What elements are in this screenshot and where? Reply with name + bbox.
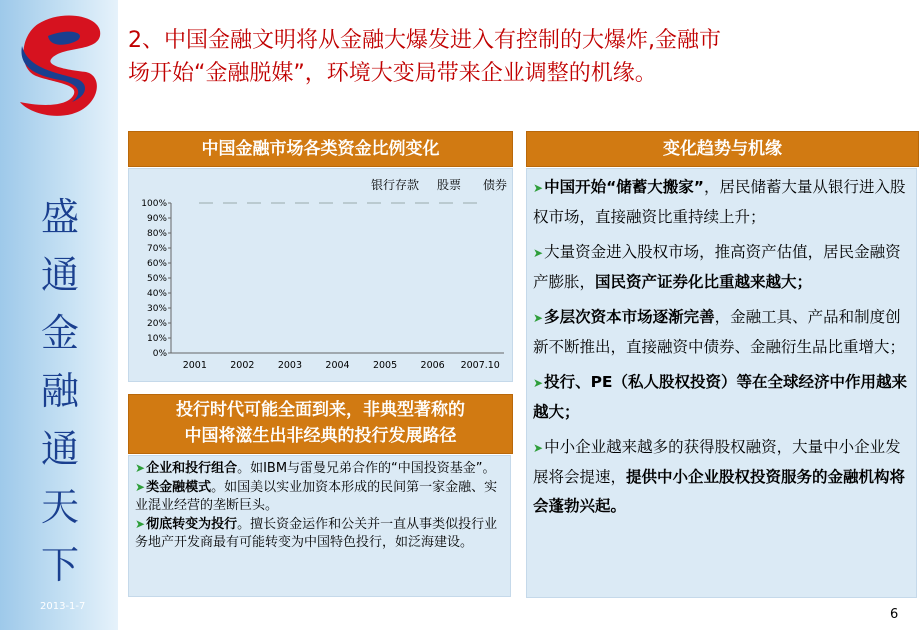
list-item (533, 433, 910, 521)
y-tick-label: 40% (146, 289, 167, 299)
ib-header-line: 中国将滋生出非经典的投行发展路径 (184, 426, 457, 446)
list-item (135, 515, 504, 552)
item-text: 大量资金进入股权市场，推高资产估值，居民金融资产膨胀， (533, 243, 901, 291)
motto-char: 天 (40, 485, 79, 529)
legend-entry: 银行存款 (371, 178, 420, 192)
arrow-bullet-icon: ➤ (135, 461, 146, 475)
item-bold: 提供中小企业股权投资服务的金融机构将会蓬勃兴起。 (533, 468, 906, 515)
x-tick-label: 2001 (182, 360, 207, 371)
list-item (533, 368, 910, 427)
legend-entry: 股票 (437, 178, 462, 192)
x-tick-label: 2007.10 (460, 360, 500, 371)
y-tick-label: 70% (146, 244, 167, 254)
y-tick-label: 50% (146, 274, 167, 284)
x-tick-label: 2005 (372, 360, 398, 371)
legend-entry: 债券 (483, 178, 508, 192)
y-tick-label: 100% (141, 199, 167, 209)
arrow-bullet-icon: ➤ (533, 311, 544, 325)
item-text: 中小企业越来越多的获得股权融资，大量中小企业发展将会提速， (533, 438, 901, 486)
arrow-bullet-icon: ➤ (533, 181, 544, 195)
arrow-bullet-icon: ➤ (533, 376, 544, 390)
arrow-bullet-icon: ➤ (135, 517, 146, 531)
item-bold: 彻底转变为投行 (146, 517, 238, 532)
left-sidebar (0, 0, 118, 630)
y-tick-label: 0% (152, 349, 167, 359)
ib-header-line: 投行时代可能全面到来，非典型著称的 (176, 400, 465, 420)
fund-ratio-chart (128, 168, 513, 382)
trend-list (526, 168, 917, 598)
slide-title (128, 24, 918, 90)
motto-char: 融 (40, 369, 79, 413)
plot-area (171, 203, 504, 353)
item-text: 。擅长资金运作和公关并一直从事类似投行业务地产开发商最有可能转变为中国特色投行，如泛海建设。 (135, 517, 498, 550)
item-bold: 类金融模式 (146, 480, 212, 495)
title-line: 2、中国金融文明将从金融大爆发进入有控制的大爆炸,金融市 (128, 28, 721, 53)
chart-header: 中国金融市场各类资金比例变化 (128, 131, 513, 167)
y-tick-label: 90% (146, 214, 167, 224)
bank-logo (8, 6, 112, 126)
page-number: 6 (890, 607, 899, 622)
list-item (533, 238, 910, 297)
x-tick-label: 2004 (325, 360, 350, 371)
item-text: 。如国美以实业加资本形成的民间第一家金融、实业混业经营的垄断巨头。 (135, 480, 498, 513)
slide-date: 2013-1-7 (40, 601, 86, 612)
x-tick-label: 2002 (230, 360, 255, 371)
x-tick-label: 2003 (277, 360, 303, 371)
motto-char: 下 (40, 543, 79, 587)
item-bold: 中国开始“储蓄大搬家” (544, 178, 704, 196)
ib-path-list (128, 455, 511, 597)
y-tick-label: 20% (146, 319, 167, 329)
item-bold: 投行、PE（私人股权投资）等在全球经济中作用越来越大； (533, 373, 908, 421)
arrow-bullet-icon: ➤ (533, 246, 544, 260)
list-item (135, 478, 504, 515)
motto-char: 通 (40, 253, 79, 297)
ib-era-header (128, 394, 513, 454)
y-tick-label: 10% (146, 334, 167, 344)
item-text: ，居民储蓄大量从银行进入股权市场，直接融资比重持续上升； (533, 178, 906, 226)
y-tick-label: 60% (146, 259, 167, 269)
item-text: ，金融工具、产品和制度创新不断推出，直接融资中债券、金融衍生品比重增大； (533, 308, 906, 356)
motto-char: 盛 (40, 195, 79, 239)
item-bold: 国民资产证券化比重越来越大； (595, 273, 813, 291)
item-bold: 企业和投行组合 (146, 461, 238, 476)
arrow-bullet-icon: ➤ (533, 441, 544, 455)
x-tick-label: 2006 (420, 360, 445, 371)
list-item (135, 459, 504, 478)
y-tick-label: 80% (146, 229, 167, 239)
item-bold: 多层次资本市场逐渐完善 (544, 308, 715, 326)
chart-svg (129, 169, 512, 381)
list-item (533, 303, 910, 362)
list-item (533, 173, 910, 232)
item-text: 。如IBM与雷曼兄弟合作的“中国投资基金”。 (237, 461, 496, 476)
vertical-motto (36, 188, 84, 594)
title-line: 场开始“金融脱媒”，环境大变局带来企业调整的机缘。 (128, 61, 657, 86)
trends-header: 变化趋势与机缘 (526, 131, 919, 167)
arrow-bullet-icon: ➤ (135, 480, 146, 494)
motto-char: 金 (40, 311, 79, 355)
motto-char: 通 (40, 427, 79, 471)
y-tick-label: 30% (146, 304, 167, 314)
